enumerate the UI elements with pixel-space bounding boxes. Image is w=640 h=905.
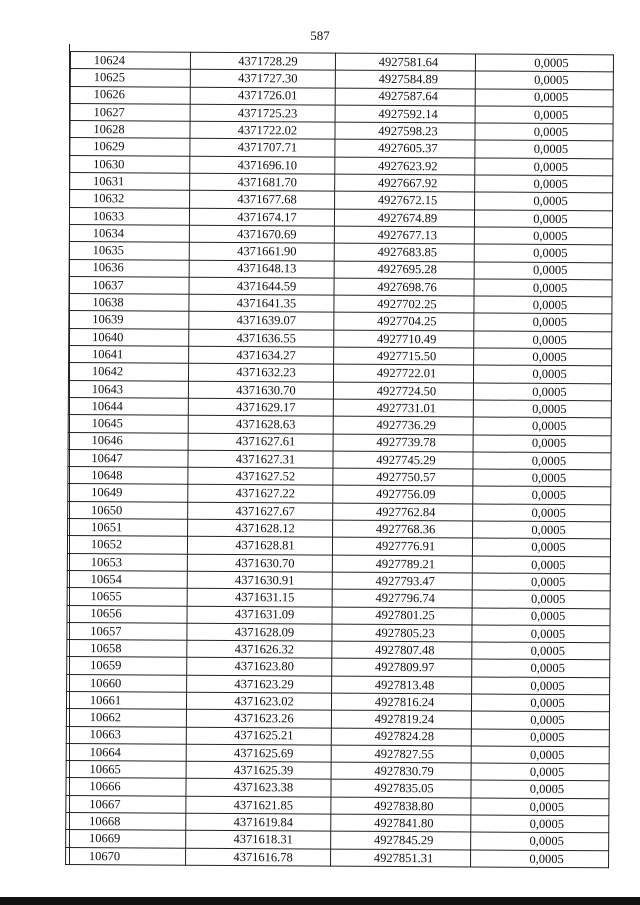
x-coordinate-cell: 4371639.07 — [189, 312, 334, 330]
x-coordinate-cell: 4371628.12 — [188, 519, 333, 537]
point-number-cell: 10628 — [70, 121, 190, 139]
accuracy-cell: 0,0005 — [473, 469, 611, 487]
x-coordinate-cell: 4371630.70 — [187, 554, 332, 572]
accuracy-cell: 0,0005 — [473, 417, 611, 435]
point-number-cell: 10653 — [67, 553, 187, 571]
accuracy-cell: 0,0005 — [474, 210, 612, 228]
accuracy-cell: 0,0005 — [475, 192, 613, 210]
point-number-cell: 10652 — [67, 536, 187, 554]
point-number-cell: 10634 — [69, 224, 189, 242]
y-coordinate-cell: 4927683.85 — [334, 243, 474, 261]
y-coordinate-cell: 4927805.23 — [332, 624, 472, 642]
x-coordinate-cell: 4371726.01 — [190, 87, 335, 105]
accuracy-cell: 0,0005 — [473, 365, 611, 383]
point-number-cell: 10660 — [67, 674, 187, 692]
point-number-cell: 10654 — [67, 570, 187, 588]
point-number-cell: 10645 — [68, 415, 188, 433]
coordinates-table — [65, 51, 614, 868]
x-coordinate-cell: 4371623.26 — [186, 710, 331, 728]
point-number-cell: 10670 — [66, 847, 186, 865]
x-coordinate-cell: 4371625.39 — [186, 761, 331, 779]
y-coordinate-cell: 4927830.79 — [331, 762, 471, 780]
y-coordinate-cell: 4927623.92 — [335, 157, 475, 175]
point-number-cell: 10658 — [67, 640, 187, 658]
accuracy-cell: 0,0005 — [475, 106, 613, 124]
y-coordinate-cell: 4927793.47 — [332, 572, 472, 590]
point-number-cell: 10663 — [66, 726, 186, 744]
point-number-cell: 10668 — [66, 813, 186, 831]
x-coordinate-cell: 4371627.22 — [188, 485, 333, 503]
y-coordinate-cell: 4927841.80 — [331, 814, 471, 832]
x-coordinate-cell: 4371627.31 — [188, 450, 333, 468]
x-coordinate-cell: 4371681.70 — [190, 173, 335, 191]
accuracy-cell: 0,0005 — [474, 244, 612, 262]
x-coordinate-cell: 4371630.91 — [187, 571, 332, 589]
accuracy-cell: 0,0005 — [475, 71, 613, 89]
accuracy-cell: 0,0005 — [475, 175, 613, 193]
accuracy-cell: 0,0005 — [472, 677, 610, 695]
point-number-cell: 10643 — [68, 380, 188, 398]
table-row — [66, 847, 609, 868]
point-number-cell: 10646 — [68, 432, 188, 450]
y-coordinate-cell: 4927819.24 — [331, 710, 471, 728]
x-coordinate-cell: 4371625.69 — [186, 744, 331, 762]
y-coordinate-cell: 4927592.14 — [335, 105, 475, 123]
y-coordinate-cell: 4927704.25 — [334, 313, 474, 331]
x-coordinate-cell: 4371677.68 — [190, 191, 335, 209]
x-coordinate-cell: 4371727.30 — [190, 70, 335, 88]
x-coordinate-cell: 4371628.81 — [187, 537, 332, 555]
y-coordinate-cell: 4927835.05 — [331, 780, 471, 798]
x-coordinate-cell: 4371626.32 — [187, 640, 332, 658]
point-number-cell: 10641 — [69, 346, 189, 364]
point-number-cell: 10633 — [69, 207, 189, 225]
x-coordinate-cell: 4371627.61 — [188, 433, 333, 451]
point-number-cell: 10637 — [69, 276, 189, 294]
accuracy-cell: 0,0005 — [474, 296, 612, 314]
accuracy-cell: 0,0005 — [475, 54, 613, 72]
point-number-cell: 10661 — [66, 691, 186, 709]
accuracy-cell: 0,0005 — [471, 729, 609, 747]
point-number-cell: 10665 — [66, 761, 186, 779]
y-coordinate-cell: 4927824.28 — [331, 728, 471, 746]
point-number-cell: 10636 — [69, 259, 189, 277]
point-number-cell: 10656 — [67, 605, 187, 623]
accuracy-cell: 0,0005 — [472, 556, 610, 574]
accuracy-cell: 0,0005 — [475, 140, 613, 158]
x-coordinate-cell: 4371625.21 — [186, 727, 331, 745]
y-coordinate-cell: 4927776.91 — [332, 537, 472, 555]
y-coordinate-cell: 4927807.48 — [332, 641, 472, 659]
point-number-cell: 10640 — [69, 328, 189, 346]
y-coordinate-cell: 4927695.28 — [334, 261, 474, 279]
x-coordinate-cell: 4371722.02 — [190, 121, 335, 139]
y-coordinate-cell: 4927724.50 — [333, 382, 473, 400]
x-coordinate-cell: 4371634.27 — [189, 346, 334, 364]
point-number-cell: 10662 — [66, 709, 186, 727]
accuracy-cell: 0,0005 — [472, 538, 610, 556]
y-coordinate-cell: 4927715.50 — [334, 347, 474, 365]
y-coordinate-cell: 4927768.36 — [333, 520, 473, 538]
x-coordinate-cell: 4371627.52 — [188, 467, 333, 485]
y-coordinate-cell: 4927756.09 — [333, 486, 473, 504]
point-number-cell: 10669 — [66, 830, 186, 848]
x-coordinate-cell: 4371627.67 — [188, 502, 333, 520]
y-coordinate-cell: 4927667.92 — [335, 174, 475, 192]
point-number-cell: 10626 — [70, 86, 190, 104]
accuracy-cell: 0,0005 — [471, 850, 609, 868]
point-number-cell: 10655 — [67, 588, 187, 606]
x-coordinate-cell: 4371618.31 — [186, 831, 331, 849]
accuracy-cell: 0,0005 — [471, 763, 609, 781]
accuracy-cell: 0,0005 — [474, 279, 612, 297]
x-coordinate-cell: 4371628.63 — [188, 415, 333, 433]
accuracy-cell: 0,0005 — [474, 227, 612, 245]
point-number-cell: 10664 — [66, 743, 186, 761]
point-number-cell: 10657 — [67, 622, 187, 640]
x-coordinate-cell: 4371707.71 — [190, 139, 335, 157]
y-coordinate-cell: 4927736.29 — [333, 416, 473, 434]
y-coordinate-cell: 4927827.55 — [331, 745, 471, 763]
y-coordinate-cell: 4927731.01 — [333, 399, 473, 417]
y-coordinate-cell: 4927816.24 — [331, 693, 471, 711]
point-number-cell: 10639 — [69, 311, 189, 329]
accuracy-cell: 0,0005 — [471, 694, 609, 712]
y-coordinate-cell: 4927710.49 — [334, 330, 474, 348]
point-number-cell: 10624 — [70, 52, 190, 70]
x-coordinate-cell: 4371632.23 — [188, 364, 333, 382]
point-number-cell: 10630 — [70, 155, 190, 173]
point-number-cell: 10644 — [68, 397, 188, 415]
point-number-cell: 10642 — [68, 363, 188, 381]
accuracy-cell: 0,0005 — [473, 435, 611, 453]
y-coordinate-cell: 4927809.97 — [332, 659, 472, 677]
accuracy-cell: 0,0005 — [474, 331, 612, 349]
accuracy-cell: 0,0005 — [475, 123, 613, 141]
x-coordinate-cell: 4371674.17 — [189, 208, 334, 226]
point-number-cell: 10650 — [68, 501, 188, 519]
accuracy-cell: 0,0005 — [472, 573, 610, 591]
point-number-cell: 10648 — [68, 467, 188, 485]
x-coordinate-cell: 4371631.15 — [187, 588, 332, 606]
y-coordinate-cell: 4927605.37 — [335, 140, 475, 158]
y-coordinate-cell: 4927584.89 — [335, 70, 475, 88]
y-coordinate-cell: 4927739.78 — [333, 434, 473, 452]
y-coordinate-cell: 4927674.89 — [334, 209, 474, 227]
accuracy-cell: 0,0005 — [473, 452, 611, 470]
point-number-cell: 10629 — [70, 138, 190, 156]
point-number-cell: 10666 — [66, 778, 186, 796]
accuracy-cell: 0,0005 — [473, 486, 611, 504]
point-number-cell: 10667 — [66, 795, 186, 813]
y-coordinate-cell: 4927838.80 — [331, 797, 471, 815]
y-coordinate-cell: 4927750.57 — [333, 468, 473, 486]
point-number-cell: 10631 — [70, 173, 190, 191]
point-number-cell: 10635 — [69, 242, 189, 260]
accuracy-cell: 0,0005 — [472, 642, 610, 660]
x-coordinate-cell: 4371648.13 — [189, 260, 334, 278]
accuracy-cell: 0,0005 — [471, 711, 609, 729]
accuracy-cell: 0,0005 — [472, 659, 610, 677]
accuracy-cell: 0,0005 — [471, 780, 609, 798]
point-number-cell: 10647 — [68, 449, 188, 467]
scan-bottom-edge — [0, 897, 640, 905]
point-number-cell: 10659 — [67, 657, 187, 675]
x-coordinate-cell: 4371630.70 — [188, 381, 333, 399]
y-coordinate-cell: 4927796.74 — [332, 589, 472, 607]
y-coordinate-cell: 4927722.01 — [333, 364, 473, 382]
y-coordinate-cell: 4927845.29 — [331, 831, 471, 849]
x-coordinate-cell: 4371696.10 — [190, 156, 335, 174]
y-coordinate-cell: 4927698.76 — [334, 278, 474, 296]
x-coordinate-cell: 4371619.84 — [186, 813, 331, 831]
x-coordinate-cell: 4371623.80 — [187, 658, 332, 676]
y-coordinate-cell: 4927789.21 — [332, 555, 472, 573]
accuracy-cell: 0,0005 — [474, 313, 612, 331]
y-coordinate-cell: 4927677.13 — [334, 226, 474, 244]
point-number-cell: 10625 — [70, 69, 190, 87]
x-coordinate-cell: 4371636.55 — [189, 329, 334, 347]
y-coordinate-cell: 4927813.48 — [332, 676, 472, 694]
y-coordinate-cell: 4927851.31 — [331, 849, 471, 867]
x-coordinate-cell: 4371641.35 — [189, 294, 334, 312]
accuracy-cell: 0,0005 — [472, 607, 610, 625]
point-number-cell: 10638 — [69, 294, 189, 312]
accuracy-cell: 0,0005 — [474, 262, 612, 280]
point-number-cell: 10649 — [68, 484, 188, 502]
point-number-cell: 10651 — [68, 519, 188, 537]
accuracy-cell: 0,0005 — [471, 746, 609, 764]
x-coordinate-cell: 4371661.90 — [189, 242, 334, 260]
accuracy-cell: 0,0005 — [472, 590, 610, 608]
y-coordinate-cell: 4927587.64 — [335, 88, 475, 106]
x-coordinate-cell: 4371631.09 — [187, 606, 332, 624]
x-coordinate-cell: 4371629.17 — [188, 398, 333, 416]
accuracy-cell: 0,0005 — [473, 504, 611, 522]
x-coordinate-cell: 4371670.69 — [189, 225, 334, 243]
accuracy-cell: 0,0005 — [475, 158, 613, 176]
y-coordinate-cell: 4927581.64 — [335, 53, 475, 71]
x-coordinate-cell: 4371623.38 — [186, 779, 331, 797]
accuracy-cell: 0,0005 — [471, 798, 609, 816]
y-coordinate-cell: 4927598.23 — [335, 122, 475, 140]
y-coordinate-cell: 4927801.25 — [332, 607, 472, 625]
accuracy-cell: 0,0005 — [475, 89, 613, 107]
x-coordinate-cell: 4371644.59 — [189, 277, 334, 295]
accuracy-cell: 0,0005 — [473, 383, 611, 401]
y-coordinate-cell: 4927702.25 — [334, 295, 474, 313]
x-coordinate-cell: 4371621.85 — [186, 796, 331, 814]
x-coordinate-cell: 4371628.09 — [187, 623, 332, 641]
y-coordinate-cell: 4927672.15 — [335, 191, 475, 209]
accuracy-cell: 0,0005 — [473, 521, 611, 539]
point-number-cell: 10632 — [70, 190, 190, 208]
x-coordinate-cell: 4371728.29 — [190, 52, 335, 70]
accuracy-cell: 0,0005 — [473, 400, 611, 418]
point-number-cell: 10627 — [70, 103, 190, 121]
y-coordinate-cell: 4927745.29 — [333, 451, 473, 469]
x-coordinate-cell: 4371725.23 — [190, 104, 335, 122]
accuracy-cell: 0,0005 — [471, 832, 609, 850]
x-coordinate-cell: 4371623.02 — [186, 692, 331, 710]
accuracy-cell: 0,0005 — [474, 348, 612, 366]
accuracy-cell: 0,0005 — [472, 625, 610, 643]
x-coordinate-cell: 4371616.78 — [186, 848, 331, 866]
y-coordinate-cell: 4927762.84 — [333, 503, 473, 521]
page-number: 587 — [310, 28, 330, 43]
x-coordinate-cell: 4371623.29 — [187, 675, 332, 693]
accuracy-cell: 0,0005 — [471, 815, 609, 833]
